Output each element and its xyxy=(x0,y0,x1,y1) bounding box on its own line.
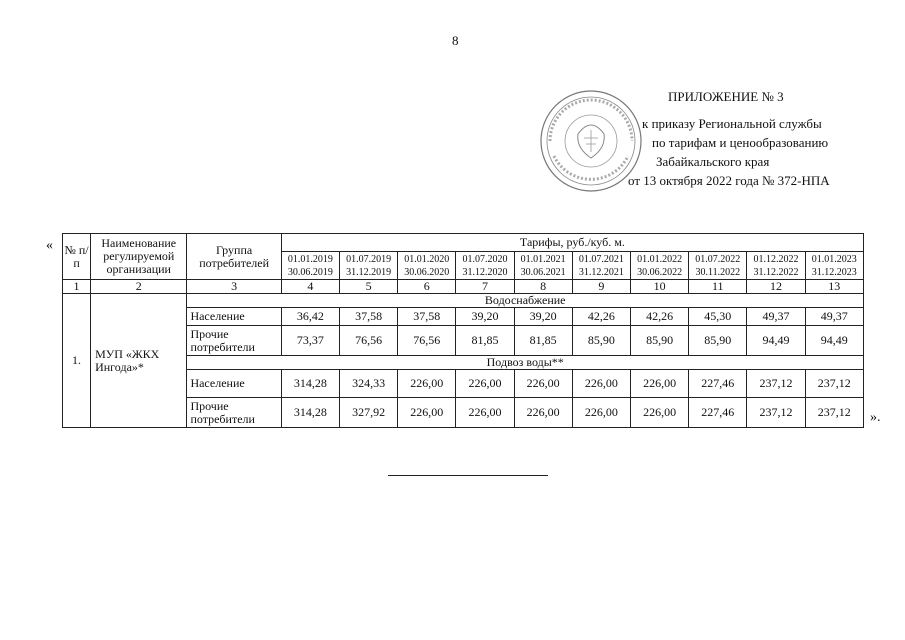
period-end: 30.06.2021 xyxy=(520,266,566,278)
period-end: 31.12.2021 xyxy=(578,266,624,278)
tariff-value: 324,33 xyxy=(339,370,397,398)
row-number: 1. xyxy=(63,294,91,428)
period-header xyxy=(339,252,397,280)
period-start: 01.01.2019 xyxy=(287,253,333,265)
tariff-value: 226,00 xyxy=(398,370,456,398)
period-header xyxy=(456,252,514,280)
tariff-value: 37,58 xyxy=(398,308,456,326)
appendix-title: ПРИЛОЖЕНИЕ № 3 xyxy=(668,89,784,104)
tariff-value: 49,37 xyxy=(747,308,805,326)
column-number: 13 xyxy=(805,280,863,294)
appendix-line: от 13 октября 2022 года № 372-НПА xyxy=(628,173,830,188)
tariff-value: 45,30 xyxy=(689,308,747,326)
column-number: 7 xyxy=(456,280,514,294)
period-start: 01.07.2022 xyxy=(695,253,741,265)
section-row xyxy=(63,294,864,308)
period-header xyxy=(398,252,456,280)
tariff-value: 237,12 xyxy=(747,398,805,428)
period-header xyxy=(572,252,630,280)
column-number: 8 xyxy=(514,280,572,294)
period-start: 01.01.2020 xyxy=(404,253,450,265)
tariff-value: 226,00 xyxy=(572,398,630,428)
tariff-value: 237,12 xyxy=(805,398,863,428)
column-number: 10 xyxy=(630,280,688,294)
period-end: 30.06.2020 xyxy=(404,266,450,278)
period-end: 30.11.2022 xyxy=(695,266,741,278)
period-start: 01.01.2023 xyxy=(811,253,857,265)
tariff-value: 85,90 xyxy=(572,326,630,356)
tariff-value: 39,20 xyxy=(514,308,572,326)
tariff-value: 226,00 xyxy=(456,398,514,428)
tariff-value: 227,46 xyxy=(689,370,747,398)
tariff-value: 37,58 xyxy=(339,308,397,326)
appendix-header xyxy=(628,87,868,190)
tariff-value: 94,49 xyxy=(747,326,805,356)
period-end: 31.12.2023 xyxy=(811,266,857,278)
tariff-value: 237,12 xyxy=(747,370,805,398)
period-end: 30.06.2022 xyxy=(637,266,683,278)
period-end: 31.12.2022 xyxy=(753,266,799,278)
period-start: 01.07.2021 xyxy=(578,253,624,265)
tariff-body xyxy=(63,294,864,428)
tariff-value: 81,85 xyxy=(456,326,514,356)
consumer-group: Прочие потребители xyxy=(187,398,281,428)
organization-name: МУП «ЖКХ Ингода»* xyxy=(91,294,187,428)
period-start: 01.01.2022 xyxy=(637,253,683,265)
tariff-value: 227,46 xyxy=(689,398,747,428)
tariff-value: 42,26 xyxy=(572,308,630,326)
tariff-value: 237,12 xyxy=(805,370,863,398)
consumer-group: Население xyxy=(187,308,281,326)
period-end: 31.12.2019 xyxy=(346,266,392,278)
header-tariffs: Тарифы, руб./куб. м. xyxy=(281,234,863,252)
tariff-value: 226,00 xyxy=(456,370,514,398)
section-title: Водоснабжение xyxy=(187,294,864,308)
tariff-value: 36,42 xyxy=(281,308,339,326)
tariff-value: 314,28 xyxy=(281,398,339,428)
period-end: 30.06.2019 xyxy=(287,266,333,278)
separator-line xyxy=(388,475,548,476)
tariff-value: 226,00 xyxy=(630,398,688,428)
column-number: 6 xyxy=(398,280,456,294)
tariff-value: 81,85 xyxy=(514,326,572,356)
tariff-value: 226,00 xyxy=(514,398,572,428)
tariff-value: 226,00 xyxy=(398,398,456,428)
tariff-value: 226,00 xyxy=(514,370,572,398)
tariff-value: 226,00 xyxy=(572,370,630,398)
column-number: 12 xyxy=(747,280,805,294)
period-header xyxy=(281,252,339,280)
period-header xyxy=(630,252,688,280)
tariff-value: 94,49 xyxy=(805,326,863,356)
header-group: Группа потребителей xyxy=(187,234,281,280)
consumer-group: Население xyxy=(187,370,281,398)
page-number: 8 xyxy=(452,33,459,48)
appendix-line: по тарифам и ценообразованию xyxy=(652,135,829,150)
column-number: 3 xyxy=(187,280,281,294)
tariff-table xyxy=(62,233,864,428)
period-header xyxy=(805,252,863,280)
opening-quote: « xyxy=(46,238,53,253)
header-org: Наименование регулируемой организации xyxy=(91,234,187,280)
tariff-value: 85,90 xyxy=(630,326,688,356)
period-start: 01.07.2019 xyxy=(346,253,392,265)
period-header xyxy=(514,252,572,280)
tariff-value: 76,56 xyxy=(398,326,456,356)
tariff-value: 327,92 xyxy=(339,398,397,428)
tariff-value: 226,00 xyxy=(630,370,688,398)
column-number: 5 xyxy=(339,280,397,294)
closing-quote: ». xyxy=(870,410,881,425)
tariff-value: 76,56 xyxy=(339,326,397,356)
header-num: № п/п xyxy=(63,234,91,280)
tariff-value: 39,20 xyxy=(456,308,514,326)
appendix-line: к приказу Региональной службы xyxy=(642,116,822,131)
column-number: 4 xyxy=(281,280,339,294)
tariff-value: 49,37 xyxy=(805,308,863,326)
period-header xyxy=(689,252,747,280)
column-number: 9 xyxy=(572,280,630,294)
tariff-value: 85,90 xyxy=(689,326,747,356)
tariff-value: 42,26 xyxy=(630,308,688,326)
period-start: 01.12.2022 xyxy=(753,253,799,265)
column-number: 11 xyxy=(689,280,747,294)
tariff-value: 314,28 xyxy=(281,370,339,398)
period-header xyxy=(747,252,805,280)
consumer-group: Прочие потребители xyxy=(187,326,281,356)
period-start: 01.01.2021 xyxy=(520,253,566,265)
tariff-value: 73,37 xyxy=(281,326,339,356)
section-title: Подвоз воды** xyxy=(187,356,864,370)
period-end: 31.12.2020 xyxy=(462,266,508,278)
appendix-line: Забайкальского края xyxy=(656,154,770,169)
period-start: 01.07.2020 xyxy=(462,253,508,265)
column-number: 1 xyxy=(63,280,91,294)
column-numbers-row xyxy=(63,280,864,294)
column-number: 2 xyxy=(91,280,187,294)
